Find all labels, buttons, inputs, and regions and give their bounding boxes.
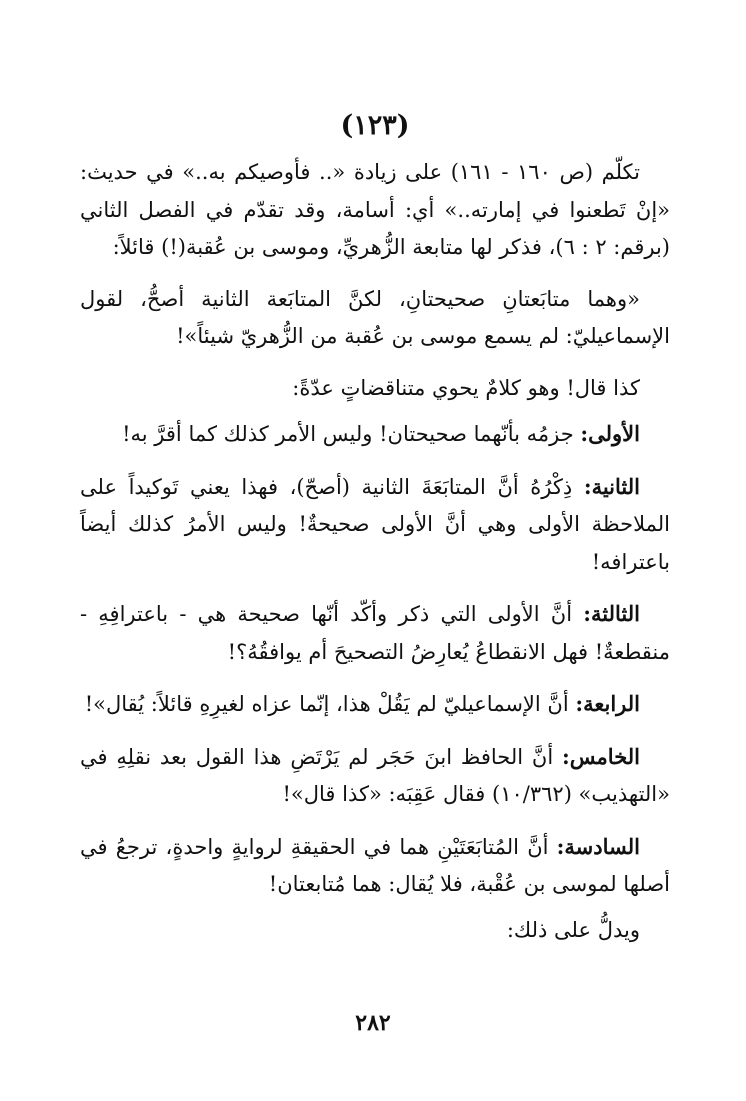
paragraph-intro xyxy=(80,154,670,267)
paragraph-point-third xyxy=(80,595,670,671)
paragraph-text: أنَّ الإسماعيليّ لم يَقُلْ هذا، إنّما عزاه لغيرِهِ قائلاً: يُقال»! xyxy=(84,692,576,716)
paragraph-text: ويدلُّ على ذلك: xyxy=(506,917,640,942)
paragraph-text: ذِكْرُهُ أنَّ المتابَعَةَ الثانية (أصحّ)، فهذا يعني تَوكيداً على الملاحظة الأولى وهي أنَّ الأولى صحيحةٌ! وليس الأمرُ كذلك أيضاً باعترافه! xyxy=(80,474,670,574)
paragraph-text: أنَّ الأولى التي ذكر وأكّد أنّها صحيحة هي - باعترافِهِ - منقطعةٌ! فهل الانقطاعُ يُعارِضُ التصحيحَ أم يوافقُهُ؟! xyxy=(80,602,670,664)
point-label: الثالثة: xyxy=(583,601,640,626)
paragraph-text: جزمُه بأنّهما صحيحتان! وليس الأمر كذلك كما أقرَّ به! xyxy=(122,422,581,446)
point-label: الرابعة: xyxy=(575,691,640,716)
paragraph-quote xyxy=(80,281,670,356)
paragraph-point-first xyxy=(80,415,670,454)
point-label: السادسة: xyxy=(556,833,640,859)
paragraph-text: أنَّ المُتابَعَتَيْنِ هما في الحقيقةِ لروايةٍ واحدةٍ، ترجعُ في أصلها لموسى بن عُقْبة، فلا يُقال: هما مُتابعتان! xyxy=(80,834,670,896)
paragraph-remark xyxy=(80,370,670,408)
paragraph-evidence-intro xyxy=(80,912,670,950)
page-number: ٢٨٢ xyxy=(355,1010,391,1036)
paragraph-point-fifth xyxy=(80,738,670,814)
point-label: الأولى: xyxy=(580,421,640,446)
paragraph-text: «وهما متابَعتانِ صحيحتانِ، لكنَّ المتابَعة الثانية أصحُّ، لقول الإسماعيليّ: لم يسمع موسى بن عُقبة من الزُّهريّ شيئاً»! xyxy=(80,286,670,348)
point-label: الثانية: xyxy=(583,473,640,499)
paragraph-point-second xyxy=(80,468,670,582)
paragraph-point-sixth xyxy=(80,828,670,904)
paragraph-point-fourth xyxy=(80,685,670,724)
section-number-heading: (١٢٣) xyxy=(340,110,410,141)
paragraph-text: تكلّم (ص ١٦٠ - ١٦١) على زيادة «.. فأوصيكم به..» في حديث: «إنْ تَطعنوا في إمارته..» أي: أسامة، وقد تقدّم في الفصل الثاني (برقم: ٢ : ٦)، فذكر لها متابعة الزُّهريِّ، وموسى بن عُقبة(!) قائلاً: xyxy=(80,160,670,259)
point-label: الخامس: xyxy=(562,743,640,769)
paragraph-text: كذا قال! وهو كلامٌ يحوي متناقضاتٍ عدّةً: xyxy=(292,375,640,400)
paragraph-text: أنَّ الحافظ ابنَ حَجَر لم يَرْتَضِ هذا القول بعد نقلِهِ في «التهذيب» (١٠/٣٦٢) فقال عَقِبَه: «كذا قال»! xyxy=(80,744,670,806)
